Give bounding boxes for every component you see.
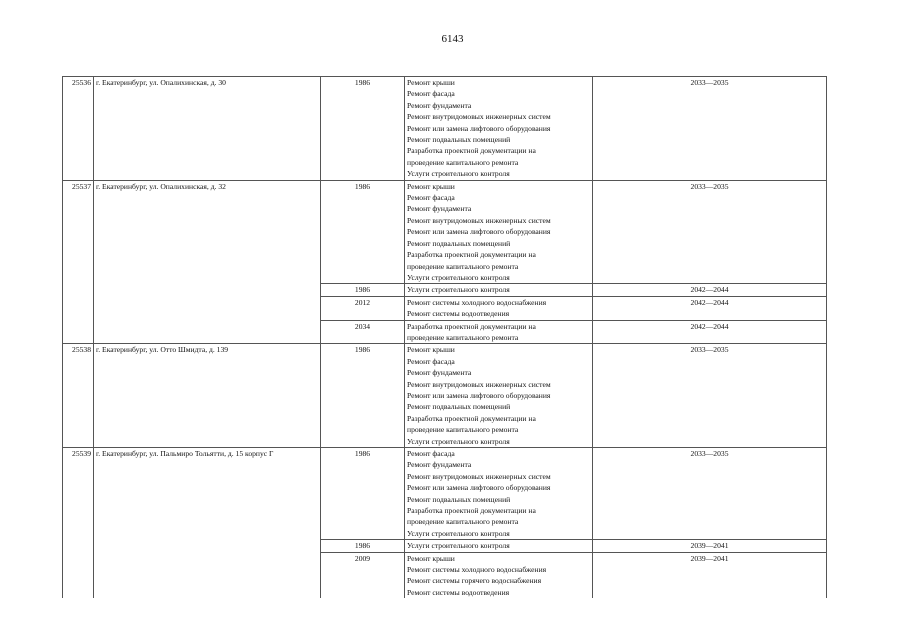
address-cell (94, 540, 321, 552)
address-cell: г. Екатеринбург, ул. Опалихинская, д. 32 (94, 180, 321, 284)
table-row (63, 320, 827, 344)
work-item: Ремонт внутридомовых инженерных систем (407, 112, 551, 122)
work-item: Ремонт подвальных помещений (407, 238, 511, 248)
planned-period-cell: 2042—2044 (593, 320, 827, 344)
work-types-cell (405, 284, 593, 296)
commission-year-cell: 1986 (321, 448, 405, 540)
planned-period-cell: 2039—2041 (593, 552, 827, 598)
commission-year-cell: 1986 (321, 77, 405, 181)
work-item: Разработка проектной документации на (407, 250, 536, 260)
record-number-cell: 25536 (63, 77, 94, 181)
repair-schedule-table (62, 76, 827, 598)
work-types-cell (405, 77, 593, 181)
planned-period-cell: 2033—2035 (593, 180, 827, 284)
work-item: Разработка проектной документации на (407, 506, 536, 516)
work-item: проведение капитального ремонта (407, 157, 519, 167)
commission-year-cell: 1986 (321, 344, 405, 448)
commission-year-cell: 1986 (321, 284, 405, 296)
address-cell (94, 296, 321, 320)
work-types-cell (405, 552, 593, 598)
work-types-cell (405, 448, 593, 540)
work-item: Ремонт крыши (407, 345, 455, 355)
planned-period-cell: 2042—2044 (593, 296, 827, 320)
work-item: Ремонт крыши (407, 78, 455, 87)
page-number: 6143 (441, 33, 464, 45)
work-item: Ремонт фундамента (407, 100, 472, 110)
work-item: проведение капитального ремонта (407, 517, 519, 527)
work-item: Разработка проектной документации на (407, 413, 536, 423)
work-item: Ремонт фундамента (407, 460, 472, 470)
work-item: Ремонт фундамента (407, 204, 472, 214)
commission-year-cell: 2012 (321, 296, 405, 320)
work-item: Ремонт системы водоотведения (407, 587, 510, 597)
work-item: Услуги строительного контроля (407, 272, 510, 282)
work-item: Ремонт системы водоотведения (407, 309, 510, 319)
planned-period-cell: 2033—2035 (593, 344, 827, 448)
planned-period-cell: 2033—2035 (593, 77, 827, 181)
table-row (63, 180, 827, 284)
commission-year-cell: 2034 (321, 320, 405, 344)
commission-year-cell: 2009 (321, 552, 405, 598)
work-item: Ремонт фасада (407, 89, 455, 99)
work-item: Ремонт или замена лифтового оборудования (407, 483, 551, 493)
record-number-cell: 25538 (63, 344, 94, 448)
work-item: Ремонт подвальных помещений (407, 494, 511, 504)
work-item: Ремонт крыши (407, 181, 455, 191)
record-number-cell (63, 296, 94, 320)
planned-period-cell: 2039—2041 (593, 540, 827, 552)
work-item: Услуги строительного контроля (407, 541, 510, 551)
work-item: Ремонт или замена лифтового оборудования (407, 390, 551, 400)
commission-year-cell: 1986 (321, 180, 405, 284)
address-cell: г. Екатеринбург, ул. Отто Шмидта, д. 139 (94, 344, 321, 448)
table-row (63, 448, 827, 540)
table-row (63, 344, 827, 448)
work-item: проведение капитального ремонта (407, 332, 519, 342)
work-item: Услуги строительного контроля (407, 169, 510, 179)
record-number-cell (63, 284, 94, 296)
work-types-cell (405, 540, 593, 552)
work-item: Услуги строительного контроля (407, 436, 510, 446)
record-number-cell (63, 552, 94, 598)
table-row (63, 540, 827, 552)
work-types-cell (405, 180, 593, 284)
commission-year-cell: 1986 (321, 540, 405, 552)
work-item: Ремонт системы холодного водоснабжения (407, 297, 547, 307)
work-item: Ремонт подвальных помещений (407, 135, 511, 145)
work-item: проведение капитального ремонта (407, 261, 519, 271)
work-item: Услуги строительного контроля (407, 528, 510, 538)
table-row (63, 552, 827, 598)
work-item: Ремонт системы горячего водоснабжения (407, 576, 542, 586)
planned-period-cell: 2042—2044 (593, 284, 827, 296)
work-item: Ремонт внутридомовых инженерных систем (407, 215, 551, 225)
address-cell (94, 284, 321, 296)
address-cell: г. Екатеринбург, ул. Пальмиро Тольятти, д. 15 корпус Г (94, 448, 321, 540)
record-number-cell: 25537 (63, 180, 94, 284)
address-cell (94, 552, 321, 598)
work-item: Ремонт или замена лифтового оборудования (407, 227, 551, 237)
address-cell (94, 320, 321, 344)
work-item: Ремонт или замена лифтового оборудования (407, 123, 551, 133)
work-item: Ремонт фасада (407, 449, 455, 458)
table-body (63, 77, 827, 599)
work-item: Ремонт подвальных помещений (407, 402, 511, 412)
work-item: Услуги строительного контроля (407, 285, 510, 295)
work-item: Ремонт внутридомовых инженерных систем (407, 471, 551, 481)
work-types-cell (405, 296, 593, 320)
table-row (63, 77, 827, 181)
work-item: Разработка проектной документации на (407, 146, 536, 156)
work-item: Разработка проектной документации на (407, 321, 536, 331)
work-item: Ремонт внутридомовых инженерных систем (407, 379, 551, 389)
record-number-cell (63, 320, 94, 344)
work-types-cell (405, 320, 593, 344)
work-item: Ремонт системы холодного водоснабжения (407, 565, 547, 575)
planned-period-cell: 2033—2035 (593, 448, 827, 540)
work-item: Ремонт фасада (407, 193, 455, 203)
table-row (63, 296, 827, 320)
record-number-cell: 25539 (63, 448, 94, 540)
address-cell: г. Екатеринбург, ул. Опалихинская, д. 30 (94, 77, 321, 181)
work-item: проведение капитального ремонта (407, 425, 519, 435)
work-item: Ремонт крыши (407, 553, 455, 563)
work-item: Ремонт фундамента (407, 368, 472, 378)
table-row (63, 284, 827, 296)
record-number-cell (63, 540, 94, 552)
work-item: Ремонт фасада (407, 356, 455, 366)
work-types-cell (405, 344, 593, 448)
